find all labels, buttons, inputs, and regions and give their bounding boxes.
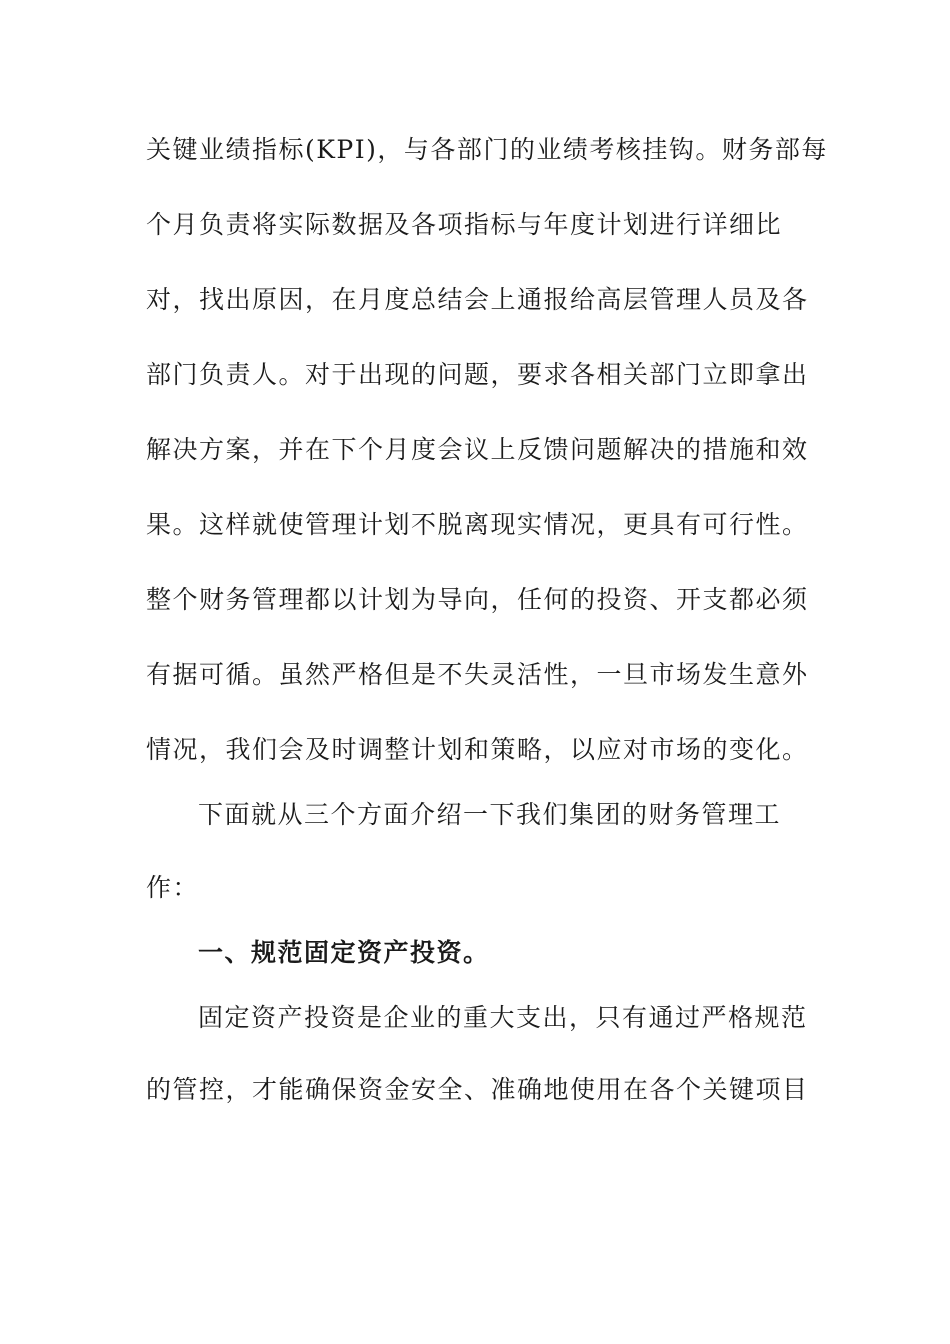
paragraph-line: 作： [146,873,200,902]
paragraph-line: 固定资产投资是企业的重大支出，只有通过严格规范 [198,1003,808,1032]
paragraph-line: 关键业绩指标(KPI)，与各部门的业绩考核挂钩。财务部每 [146,135,828,164]
paragraph-line: 有据可循。虽然严格但是不失灵活性，一旦市场发生意外 [146,660,809,689]
paragraph-line: 果。这样就使管理计划不脱离现实情况，更具有可行性。 [146,510,809,539]
paragraph-line: 部门负责人。对于出现的问题，要求各相关部门立即拿出 [146,360,809,389]
paragraph-line: 的管控，才能确保资金安全、准确地使用在各个关键项目 [146,1075,809,1104]
paragraph-line: 解决方案，并在下个月度会议上反馈问题解决的措施和效 [146,435,809,464]
paragraph-line: 对，找出原因，在月度总结会上通报给高层管理人员及各 [146,285,809,314]
paragraph-line: 情况，我们会及时调整计划和策略，以应对市场的变化。 [146,735,809,764]
section-heading: 一、规范固定资产投资。 [198,938,490,967]
paragraph-line: 下面就从三个方面介绍一下我们集团的财务管理工 [198,800,782,829]
paragraph-line: 个月负责将实际数据及各项指标与年度计划进行详细比 [146,210,783,239]
paragraph-line: 整个财务管理都以计划为导向，任何的投资、开支都必须 [146,585,809,614]
